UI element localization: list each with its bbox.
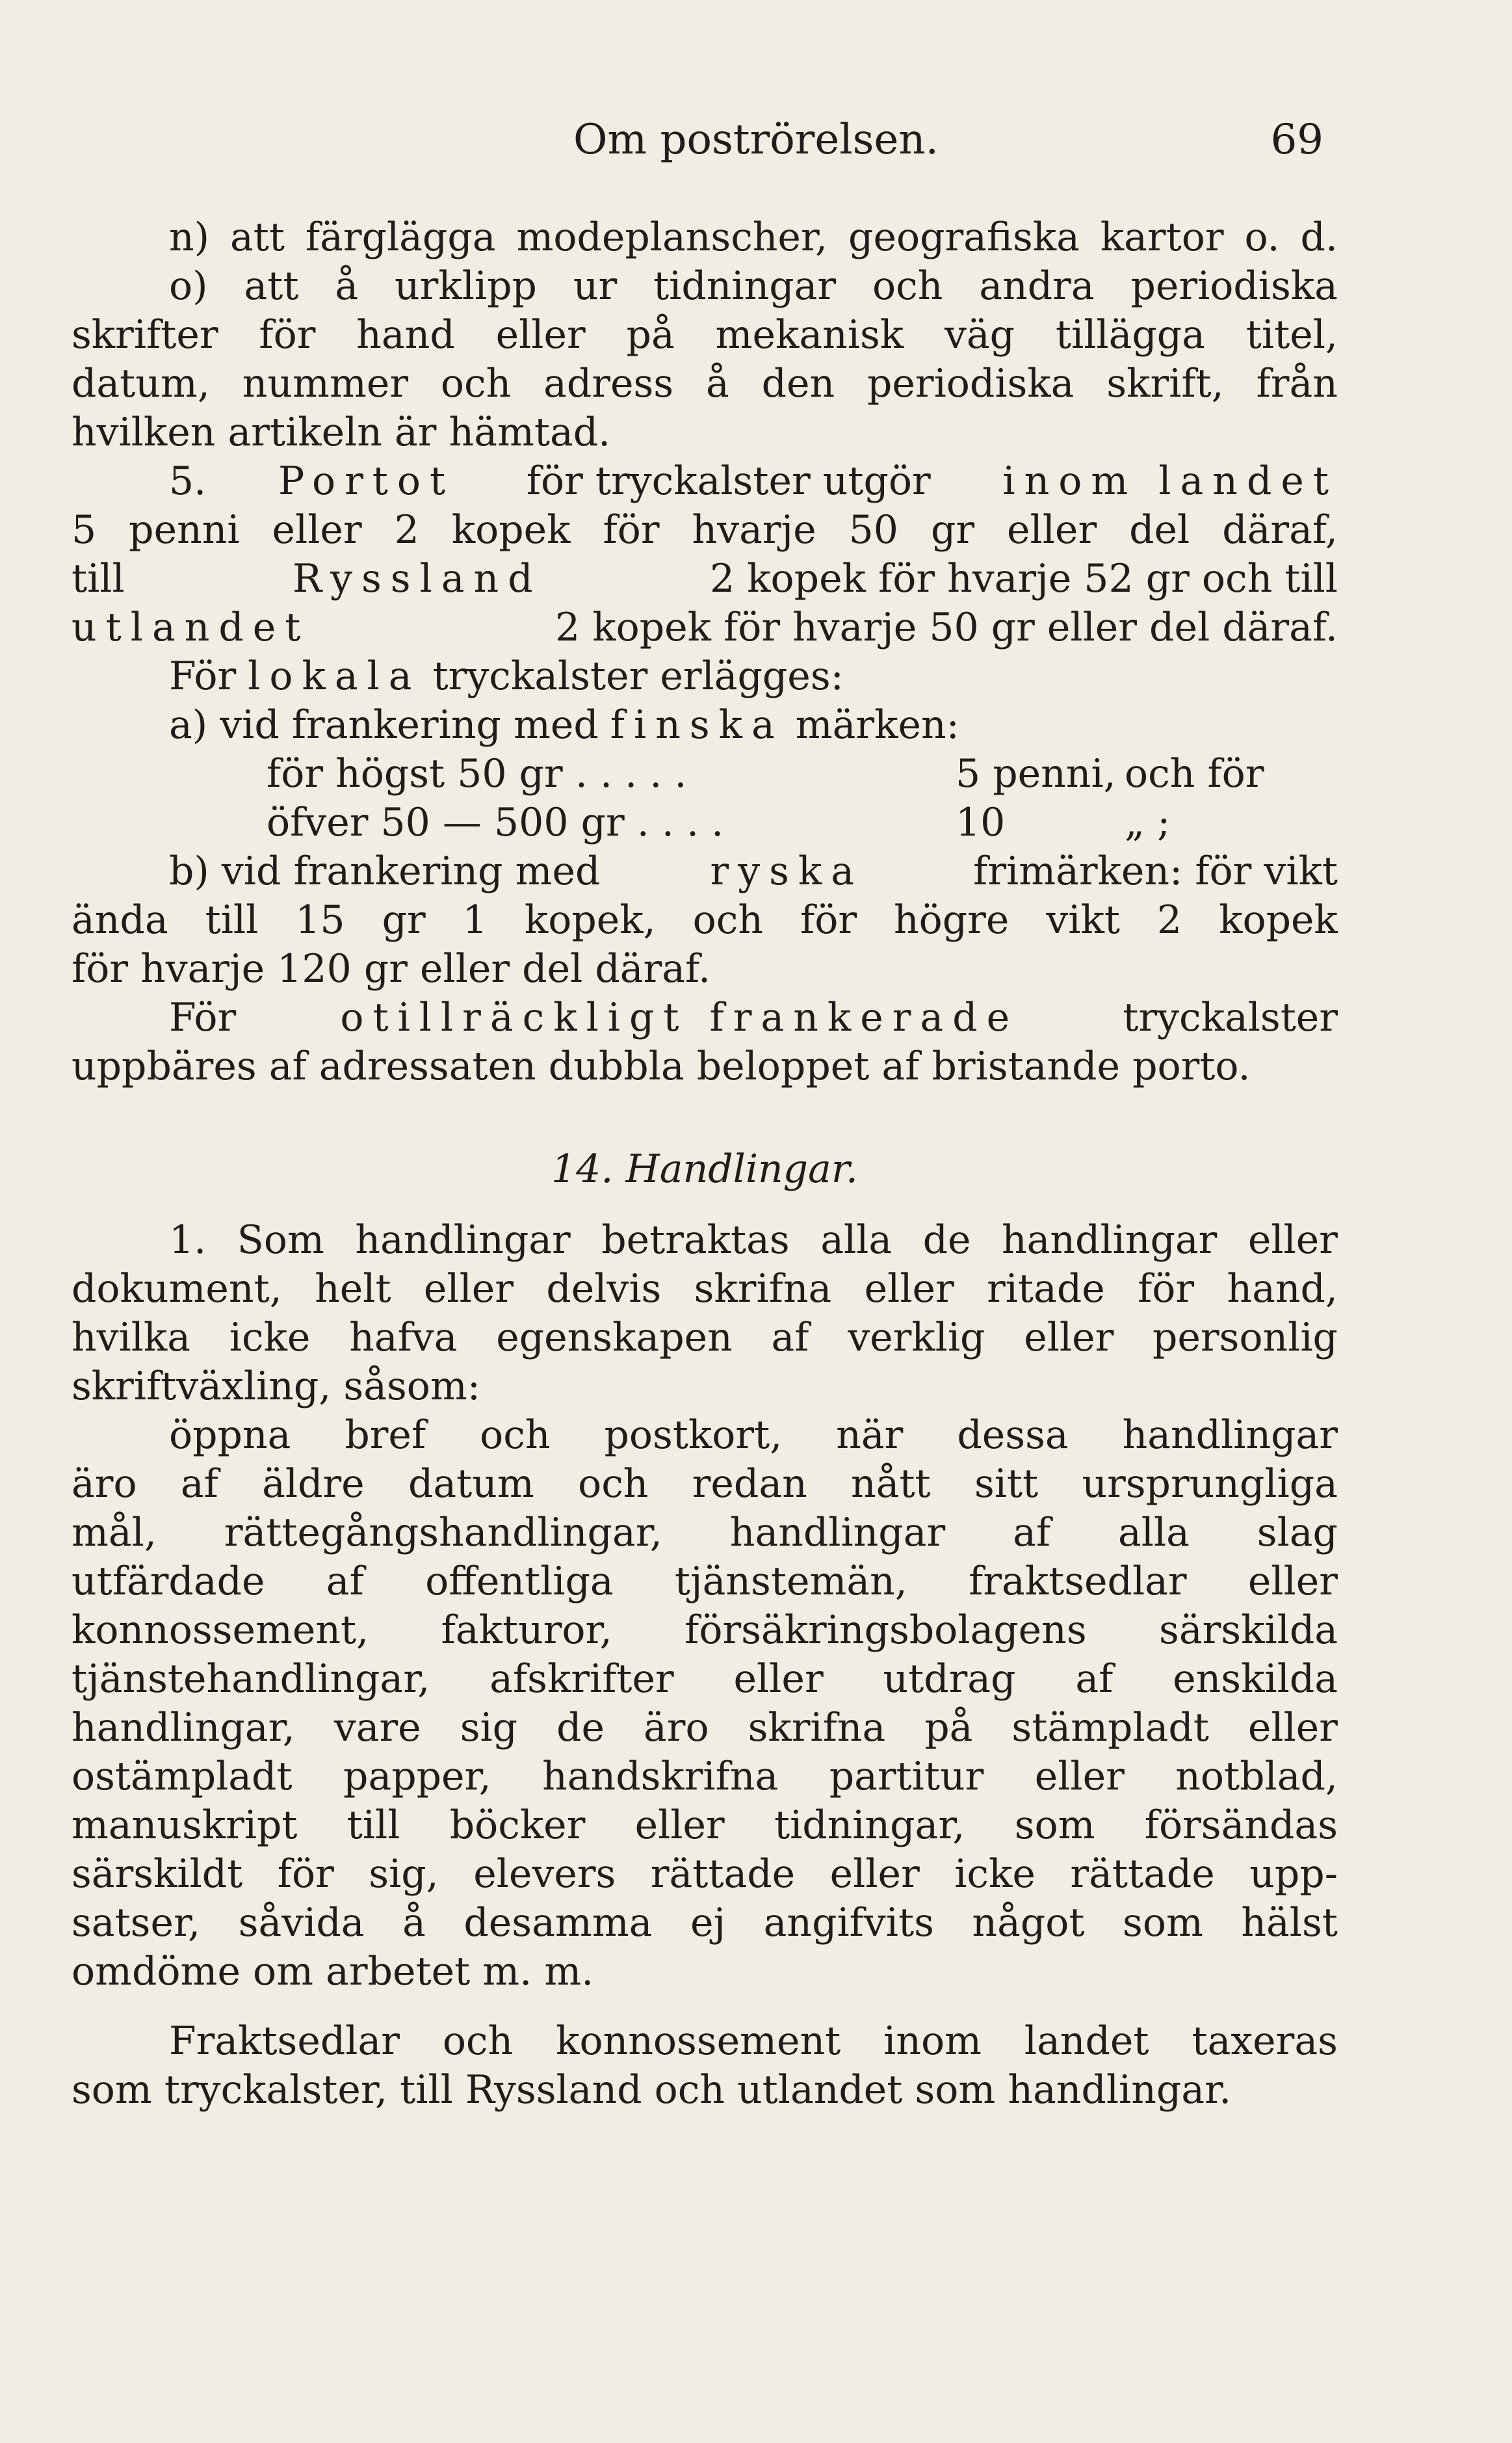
spaced-term: ryska [710,849,864,894]
word: utdrag [883,1656,1016,1702]
word: konnossement [556,2018,841,2064]
word: tidningar [653,263,837,309]
word: Fraktsedlar [169,2018,400,2064]
text-line [72,1362,1338,1411]
word: att [244,263,299,309]
text-line [72,1752,1338,1801]
word: partitur [829,1754,984,1799]
word: som [1123,1900,1203,1946]
line-text: som tryckalster, till Ryssland och utlandet som handlingar. [72,2067,1232,2113]
word: hand [356,312,455,358]
word: fraktsedlar [969,1559,1187,1604]
line-text: till [72,556,125,601]
spaced-term: Ryssland [293,556,542,601]
word: ej [690,1900,726,1946]
line-text: För [169,995,237,1040]
word: stämpladt [1011,1705,1209,1750]
word: mekanisk [715,312,904,358]
word: eller [864,1266,954,1312]
word: särskilda [1159,1607,1338,1653]
line-text: skriftväxling, såsom: [72,1364,481,1409]
word: del [1129,507,1190,553]
word: afskrifter [489,1656,674,1702]
word: äro [644,1705,709,1750]
text-line [72,1509,1338,1557]
word: de [922,1217,971,1263]
line-text: a) vid frankering med [169,702,599,748]
word: eller [1247,1559,1338,1604]
word: skrifna [694,1266,832,1312]
word: landet [1024,2018,1149,2064]
word: skrifter [72,312,218,358]
word: eller [634,1803,725,1848]
word: papper, [343,1754,491,1799]
word: enskilda [1173,1656,1338,1702]
word: redan [692,1461,807,1507]
word: och [442,2018,514,2064]
word: helt [315,1266,391,1312]
word: modeplanscher, [516,215,828,260]
word: titel, [1245,312,1338,358]
text-line [72,1899,1338,1948]
word: ursprungliga [1082,1461,1338,1507]
spaced-term: inom landet [1002,458,1338,504]
line-text: 2 kopek för hvarje 52 gr och till [709,556,1338,601]
text-line [72,847,1338,896]
word: desamma [463,1900,653,1946]
word: eller [423,1266,514,1312]
word: rättade [1070,1851,1215,1897]
text-line [72,311,1338,360]
word: af [1075,1656,1114,1702]
page-number: 69 [1270,116,1323,164]
word: 15 [295,897,345,943]
word: handlingar [355,1217,571,1263]
running-head [0,114,1512,166]
text-line [72,360,1338,408]
word: af [771,1315,809,1360]
word: inom [883,2018,982,2064]
rate-row [72,750,1338,799]
word: delvis [546,1266,662,1312]
word: af [180,1461,218,1507]
body-text [72,213,1338,2115]
word: såvida [238,1900,365,1946]
word: särskildt [72,1851,243,1897]
word: försäkringsbolagens [684,1607,1087,1653]
word: handlingar [1002,1217,1218,1263]
word: ur [573,263,618,309]
text-line [72,262,1338,311]
rate-extra: „ ; [1125,800,1171,845]
word: högre [894,897,1010,943]
word: ritade [987,1266,1105,1312]
text-line [72,1460,1338,1509]
word: fakturor, [441,1607,612,1653]
running-title: Om poströrelsen. [573,116,939,164]
word: hvarje [692,507,816,553]
word: penni [129,507,240,553]
word: å [705,361,729,406]
word: urklipp [395,263,537,309]
word: å [335,263,359,309]
word: från [1256,361,1338,406]
word: att [229,215,285,260]
word: betraktas [601,1217,790,1263]
word: periodiska [867,361,1075,406]
text-line [72,1655,1338,1704]
word: väg [944,312,1015,358]
word: och [872,263,943,309]
word: däraf, [1222,507,1338,553]
text-line [72,652,1338,701]
word: för [603,507,660,553]
word: och [440,361,512,406]
word: ända [72,897,168,943]
word: på [924,1705,973,1750]
word: datum [408,1461,534,1507]
word: nummer [242,361,409,406]
word: kopek [451,507,571,553]
text-line [72,1606,1338,1655]
rate-label: för högst 50 gr . . . . . [267,751,687,797]
spaced-term: otillräckligt frankerade [340,995,1019,1040]
word: hvilka [72,1315,191,1360]
word: alla [1117,1510,1190,1555]
spaced-term: utlandet [72,605,310,650]
word: tjänstemän, [674,1559,907,1604]
word: 50 [848,507,898,553]
text-line [72,1704,1338,1752]
word: d. [1300,215,1338,260]
word: eller [1024,1315,1114,1360]
word: gr [930,507,975,553]
word: rättade [650,1851,796,1897]
line-text: För [169,654,237,699]
line-text: omdöme om arbetet m. m. [72,1949,594,1994]
rate-value: 5 penni, [956,751,1116,797]
word: manuskript [72,1803,298,1848]
word: för [1138,1266,1195,1312]
rate-label: öfver 50 — 500 gr . . . . [267,800,724,845]
text-line [72,213,1338,262]
word: tillägga [1055,312,1205,358]
word: handlingar [729,1510,946,1555]
word: eller [733,1656,824,1702]
word: o. [1244,215,1280,260]
word: sig, [369,1851,439,1897]
word: den [761,361,835,406]
word: försändas [1144,1803,1338,1848]
word: och [692,897,764,943]
line-text: tryckalster [1123,995,1338,1040]
text-line [72,603,1338,652]
word: handlingar, [72,1705,295,1750]
word: tjänstehandlingar, [72,1656,430,1702]
word: egenskapen [496,1315,733,1360]
word: andra [979,263,1095,309]
word: på [626,312,675,358]
word: till [205,897,259,943]
text-line [72,1948,1338,1996]
word: färglägga [305,215,496,260]
word: bref [345,1412,426,1458]
word: och [578,1461,649,1507]
word: verklig [848,1315,985,1360]
text-line [72,1850,1338,1899]
word: n) [169,215,210,260]
line-text: frimärken: för vikt [973,849,1338,894]
rate-value: 10 [956,800,1006,845]
word: satser, [72,1900,201,1946]
word: 2 [394,507,419,553]
text-line [72,408,1338,457]
word: och [480,1412,551,1458]
word: adress [543,361,674,406]
word: dessa [957,1412,1069,1458]
word: kopek, [524,897,656,943]
text-line [72,1801,1338,1850]
word: periodiska [1130,263,1338,309]
word: mål, [72,1510,157,1555]
word: för [277,1851,334,1897]
word: slag [1257,1510,1338,1555]
word: elevers [473,1851,616,1897]
word: konnossement, [72,1607,369,1653]
word: skrifna [748,1705,886,1750]
word: för [800,897,857,943]
word: som [1014,1803,1095,1848]
text-line [72,1411,1338,1460]
text-line [72,555,1338,603]
text-line [72,1042,1338,1091]
spaced-term: finska [610,702,784,748]
text-line [72,457,1338,506]
spaced-term: Portot [278,458,455,504]
word: angifvits [763,1900,934,1946]
line-text: för hvarje 120 gr eller del däraf. [72,946,711,992]
line-text: för tryckalster utgör [526,458,931,504]
word: nått [851,1461,931,1507]
word: Som [237,1217,324,1263]
rate-extra: och för [1125,751,1264,797]
word: eller [1247,1705,1338,1750]
word: sitt [974,1461,1039,1507]
word: vare [333,1705,421,1750]
word: notblad, [1175,1754,1338,1799]
line-text: 2 kopek för hvarje 50 gr eller del däraf. [554,605,1338,650]
word: de [556,1705,605,1750]
text-line [72,506,1338,555]
word: något [972,1900,1085,1946]
word: o) [169,263,208,309]
word: taxeras [1192,2018,1338,2064]
rate-row [72,799,1338,847]
word: utfärdade [72,1559,265,1604]
word: alla [820,1217,893,1263]
word: eller [495,312,586,358]
word: rättegångshandlingar, [224,1510,662,1555]
text-line [72,2017,1338,2066]
word: dokument, [72,1266,282,1312]
word: hälst [1241,1900,1338,1946]
word: för [259,312,316,358]
text-line [72,994,1338,1042]
word: af [1013,1510,1051,1555]
word: gr [382,897,426,943]
word: postkort, [604,1412,783,1458]
word: eller [272,507,362,553]
line-text: märken: [795,702,959,748]
word: till [346,1803,400,1848]
word: eller [1007,507,1097,553]
line-text: tryckalster erlägges: [432,654,844,699]
word: 1. [169,1217,207,1263]
word: geografiska [848,215,1080,260]
word: eller [829,1851,920,1897]
word: icke [229,1315,311,1360]
section-heading: 14. Handlingar. [551,1146,858,1192]
text-line [72,896,1338,945]
line-text: 5. [169,458,207,504]
word: ostämpladt [72,1754,293,1799]
word: personlig [1153,1315,1338,1360]
spaced-term: lokala [248,654,421,699]
text-line [72,945,1338,994]
word: eller [1034,1754,1125,1799]
word: handlingar [1122,1412,1338,1458]
word: datum, [72,361,210,406]
word: icke [954,1851,1036,1897]
text-line [72,1216,1338,1265]
word: böcker [449,1803,586,1848]
text-line [72,701,1338,750]
word: å [402,1900,426,1946]
word: öppna [169,1412,291,1458]
word: handskrifna [542,1754,779,1799]
word: skrift, [1106,361,1224,406]
word: 1 [462,897,488,943]
text-line [72,1314,1338,1362]
word: kopek [1219,897,1338,943]
word: hafva [349,1315,458,1360]
word: när [836,1412,904,1458]
word: äro [72,1461,137,1507]
word: eller [1247,1217,1338,1263]
word: upp- [1249,1851,1338,1897]
word: sig [460,1705,518,1750]
word: äldre [262,1461,365,1507]
word: vikt [1046,897,1120,943]
word: 5 [72,507,97,553]
line-text: hvilken artikeln är hämtad. [72,410,611,455]
text-line [72,1265,1338,1314]
word: 2 [1156,897,1182,943]
line-text: b) vid frankering med [169,849,601,894]
word: offentliga [425,1559,614,1604]
line-text: uppbäres af adressaten dubbla beloppet af bristande porto. [72,1044,1251,1089]
text-line [72,1557,1338,1606]
word: kartor [1100,215,1224,260]
text-line [72,2066,1338,2115]
word: hand, [1227,1266,1338,1312]
word: af [326,1559,364,1604]
word: tidningar, [774,1803,965,1848]
